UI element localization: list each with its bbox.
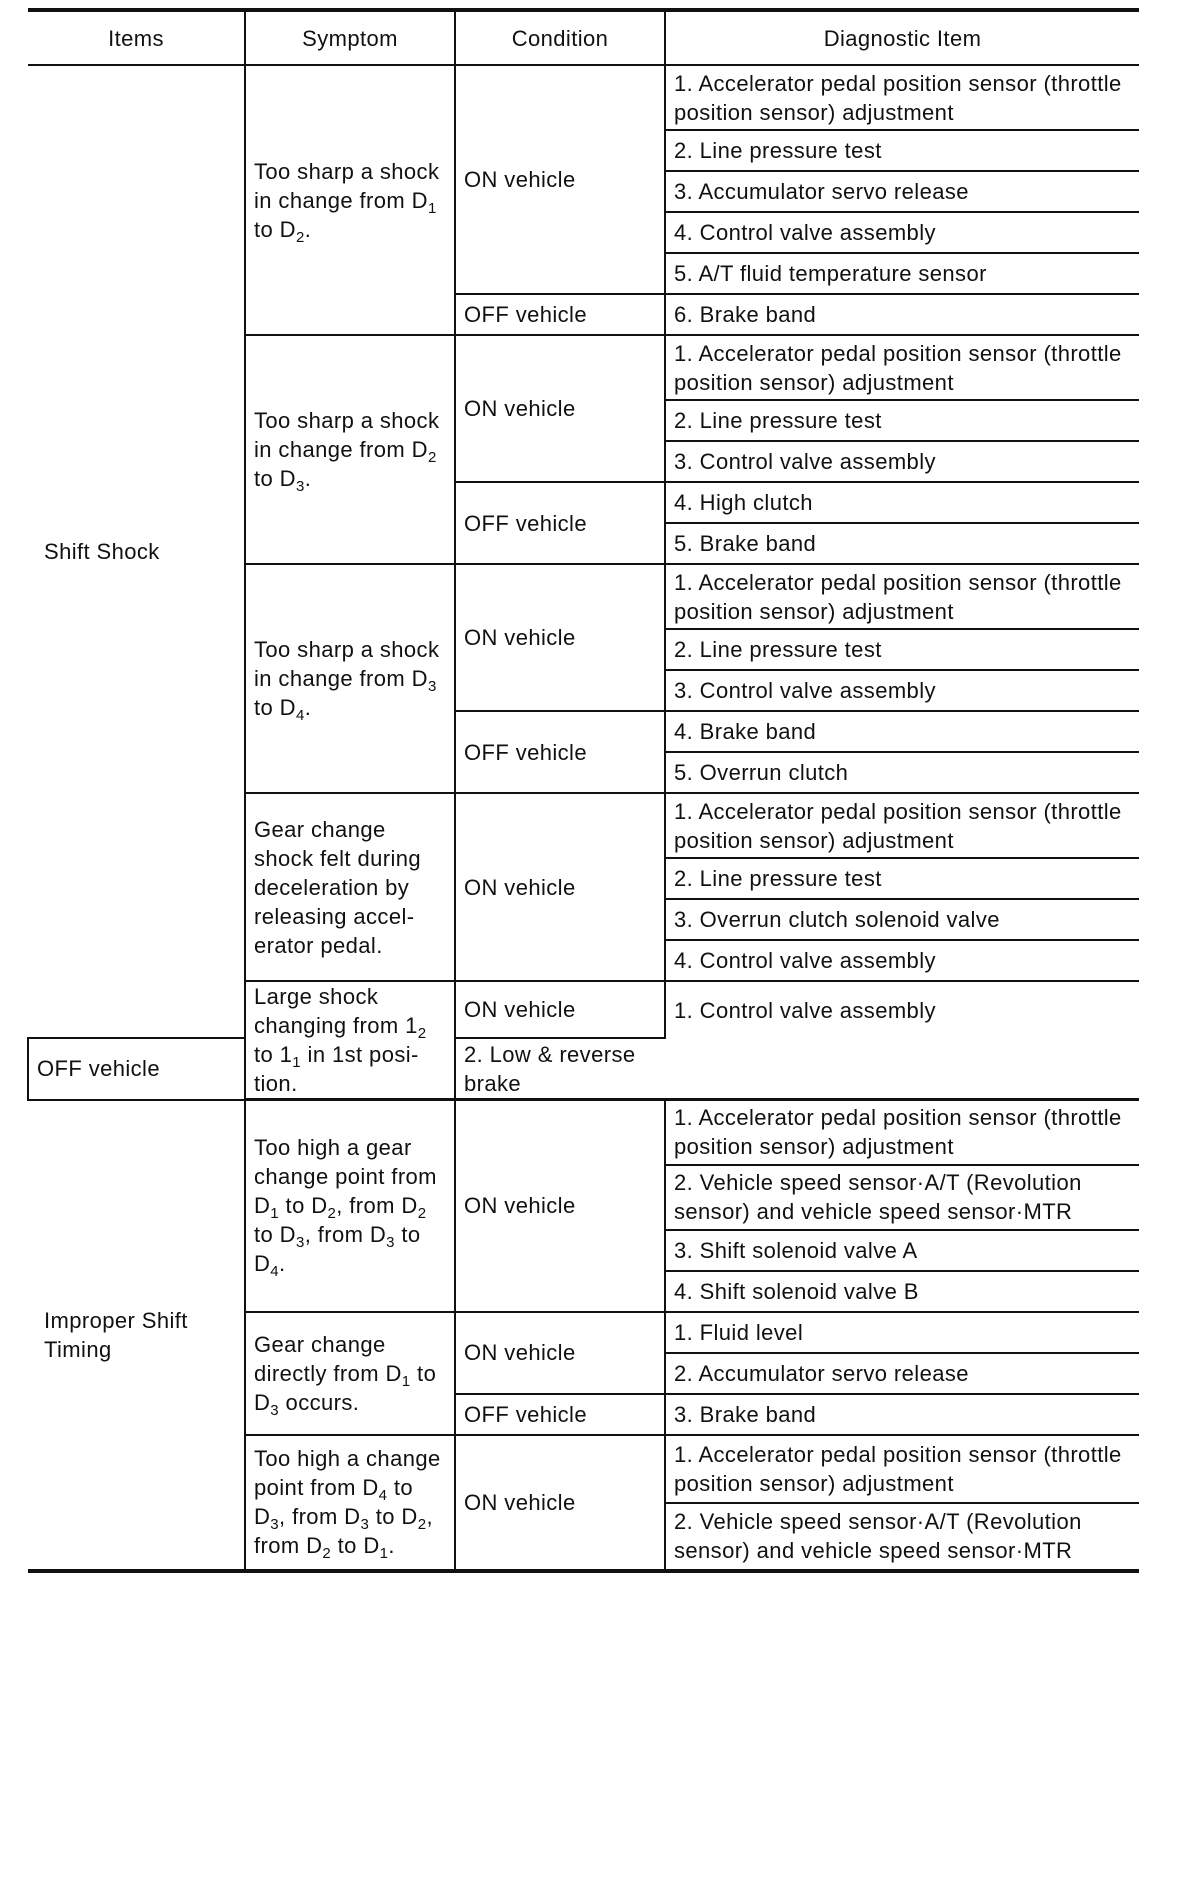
diagnostic-item: 3. Overrun clutch solenoid valve	[665, 899, 1139, 940]
condition-on-vehicle: ON vehicle	[455, 335, 665, 482]
diagnostic-item: 1. Accelerator pedal position sensor (throttle position sensor) adjustment	[665, 335, 1139, 400]
condition-on-vehicle: ON vehicle	[455, 793, 665, 981]
symptom-text: , from D	[336, 1193, 418, 1219]
symptom-cell	[245, 564, 455, 793]
diagnostic-item: 4. Shift solenoid valve B	[665, 1271, 1139, 1312]
symptom-text: to D	[331, 1533, 380, 1558]
diagnostic-item: 2. Line pressure test	[665, 130, 1139, 171]
table-row	[28, 65, 1139, 130]
diagnostic-item: 4. Control valve assembly	[665, 940, 1139, 981]
item-improper-shift-timing: Improper Shift Timing	[28, 1100, 245, 1571]
header-condition: Condition	[455, 10, 665, 65]
symptom-text: .	[304, 695, 312, 720]
symptom-text: .	[304, 216, 312, 242]
diagnostic-item: 1. Fluid level	[665, 1312, 1139, 1353]
symptom-text: .	[388, 1533, 395, 1558]
diagnostic-table	[27, 8, 1139, 1573]
symptom-subscript: 2	[417, 1516, 427, 1533]
symptom-subscript: 3	[295, 1234, 305, 1252]
condition-on-vehicle: ON vehicle	[455, 564, 665, 711]
diagnostic-item: 1. Accelerator pedal position sensor (throttle position sensor) adjustment	[665, 1100, 1139, 1165]
diagnostic-item: 1. Accelerator pedal position sensor (throttle position sensor) adjustment	[665, 564, 1139, 629]
diagnostic-item: 6. Brake band	[665, 294, 1139, 335]
symptom-text: to D	[254, 1222, 296, 1248]
diagnostic-item: 2. Vehicle speed sensor·A/T (Revolution sensor) and vehicle speed sensor·MTR	[665, 1503, 1139, 1571]
diagnostic-item: 1. Accelerator pedal position sensor (throttle position sensor) adjustment	[665, 793, 1139, 858]
symptom-text: to D	[254, 695, 296, 720]
condition-off-vehicle: OFF vehicle	[28, 1038, 245, 1099]
symptom-text: to D	[254, 1360, 437, 1415]
condition-on-vehicle: ON vehicle	[455, 1100, 665, 1312]
symptom-text: Too high a change point from D	[254, 1446, 441, 1500]
symptom-cell	[245, 1312, 455, 1435]
symptom-subscript: 2	[322, 1545, 332, 1562]
diagnostic-item: 2. Line pressure test	[665, 400, 1139, 441]
diagnostic-item: 2. Accumulator servo release	[665, 1353, 1139, 1394]
diagnostic-item: 4. Control valve assembly	[665, 212, 1139, 253]
symptom-cell	[245, 335, 455, 564]
condition-on-vehicle: ON vehicle	[455, 1435, 665, 1571]
table-row	[28, 1038, 1139, 1099]
symptom-subscript: 3	[360, 1516, 370, 1533]
diagnostic-item: 3. Brake band	[665, 1394, 1139, 1435]
symptom-cell	[245, 793, 455, 981]
symptom-text: to D	[369, 1504, 418, 1529]
symptom-subscript: 1	[379, 1545, 389, 1562]
symptom-text: , from D	[254, 1504, 433, 1558]
symptom-text: occurs.	[279, 1389, 360, 1415]
diagnostic-item: 2. Line pressure test	[665, 858, 1139, 899]
condition-off-vehicle: OFF vehicle	[455, 294, 665, 335]
symptom-text: , from D	[279, 1504, 361, 1529]
symptom-text: Gear change shock felt during deceleration by releasing accel-erator pedal.	[254, 816, 421, 958]
symptom-subscript: 4	[378, 1487, 388, 1504]
symptom-text: .	[279, 1251, 286, 1277]
symptom-subscript: 1	[427, 199, 437, 217]
diagnostic-item: 1. Accelerator pedal position sensor (throttle position sensor) adjustment	[665, 1435, 1139, 1503]
symptom-cell	[245, 981, 455, 1100]
diagnostic-item: 4. High clutch	[665, 482, 1139, 523]
diagnostic-item: 1. Control valve assembly	[665, 981, 1139, 1038]
diagnostic-item: 3. Accumulator servo release	[665, 171, 1139, 212]
symptom-subscript: 2	[327, 1205, 337, 1223]
symptom-text: to D	[254, 1222, 421, 1277]
symptom-text: Gear change directly from D	[254, 1331, 402, 1386]
symptom-text: to D	[254, 216, 296, 242]
symptom-text: , from D	[304, 1222, 387, 1248]
symptom-cell	[245, 1100, 455, 1312]
diagnostic-item: 2. Low & reverse brake	[455, 1038, 665, 1099]
symptom-text: Too sharp a shock in change from D	[254, 158, 440, 213]
header-items: Items	[28, 10, 245, 65]
item-shift-shock: Shift Shock	[28, 65, 245, 1038]
symptom-text: .	[304, 466, 312, 491]
diagnostic-item: 3. Control valve assembly	[665, 670, 1139, 711]
table-header-row	[28, 10, 1139, 65]
table-row	[28, 1100, 1139, 1165]
symptom-text: Too sharp a shock in change from D	[254, 408, 440, 462]
diagnostic-item: 5. Brake band	[665, 523, 1139, 564]
diagnostic-item: 1. Accelerator pedal position sensor (throttle position sensor) adjustment	[665, 65, 1139, 130]
condition-off-vehicle: OFF vehicle	[455, 1394, 665, 1435]
symptom-text: in 1st posi-tion.	[254, 1042, 419, 1096]
symptom-subscript: 1	[270, 1205, 280, 1223]
diagnostic-item: 2. Line pressure test	[665, 629, 1139, 670]
symptom-text: to D	[254, 1475, 414, 1529]
symptom-subscript: 4	[295, 707, 305, 724]
symptom-subscript: 2	[295, 228, 305, 246]
symptom-text: Large shock changing from 1	[254, 984, 418, 1038]
symptom-text: to D	[254, 466, 296, 491]
symptom-subscript: 3	[270, 1401, 280, 1419]
symptom-cell	[245, 65, 455, 335]
symptom-subscript: 3	[270, 1516, 280, 1533]
symptom-text: Too sharp a shock in change from D	[254, 637, 440, 691]
diagnostic-item: 5. Overrun clutch	[665, 752, 1139, 793]
symptom-subscript: 3	[295, 478, 305, 495]
condition-on-vehicle: ON vehicle	[455, 1312, 665, 1394]
symptom-subscript: 3	[386, 1234, 395, 1252]
symptom-text: to D	[279, 1193, 328, 1219]
header-symptom: Symptom	[245, 10, 455, 65]
diagnostic-item: 4. Brake band	[665, 711, 1139, 752]
symptom-subscript: 4	[270, 1263, 280, 1281]
symptom-subscript: 1	[401, 1372, 411, 1390]
symptom-text: Too high a gear change point from D	[254, 1135, 437, 1219]
diagnostic-item: 3. Shift solenoid valve A	[665, 1230, 1139, 1271]
condition-on-vehicle: ON vehicle	[455, 981, 665, 1038]
symptom-cell	[245, 1435, 455, 1571]
symptom-subscript: 2	[417, 1205, 427, 1223]
condition-on-vehicle: ON vehicle	[455, 65, 665, 294]
symptom-subscript: 2	[417, 1025, 427, 1042]
header-diagnostic-item: Diagnostic Item	[665, 10, 1139, 65]
diagnostic-item: 5. A/T fluid temperature sensor	[665, 253, 1139, 294]
diagnostic-item: 3. Control valve assembly	[665, 441, 1139, 482]
diagnostic-item: 2. Vehicle speed sensor·A/T (Revolution sensor) and vehicle speed sensor·MTR	[665, 1165, 1139, 1230]
symptom-subscript: 1	[292, 1054, 302, 1071]
symptom-subscript: 3	[427, 678, 437, 695]
condition-off-vehicle: OFF vehicle	[455, 711, 665, 793]
symptom-text: to 1	[254, 1042, 293, 1067]
condition-off-vehicle: OFF vehicle	[455, 482, 665, 564]
symptom-subscript: 2	[427, 449, 437, 466]
